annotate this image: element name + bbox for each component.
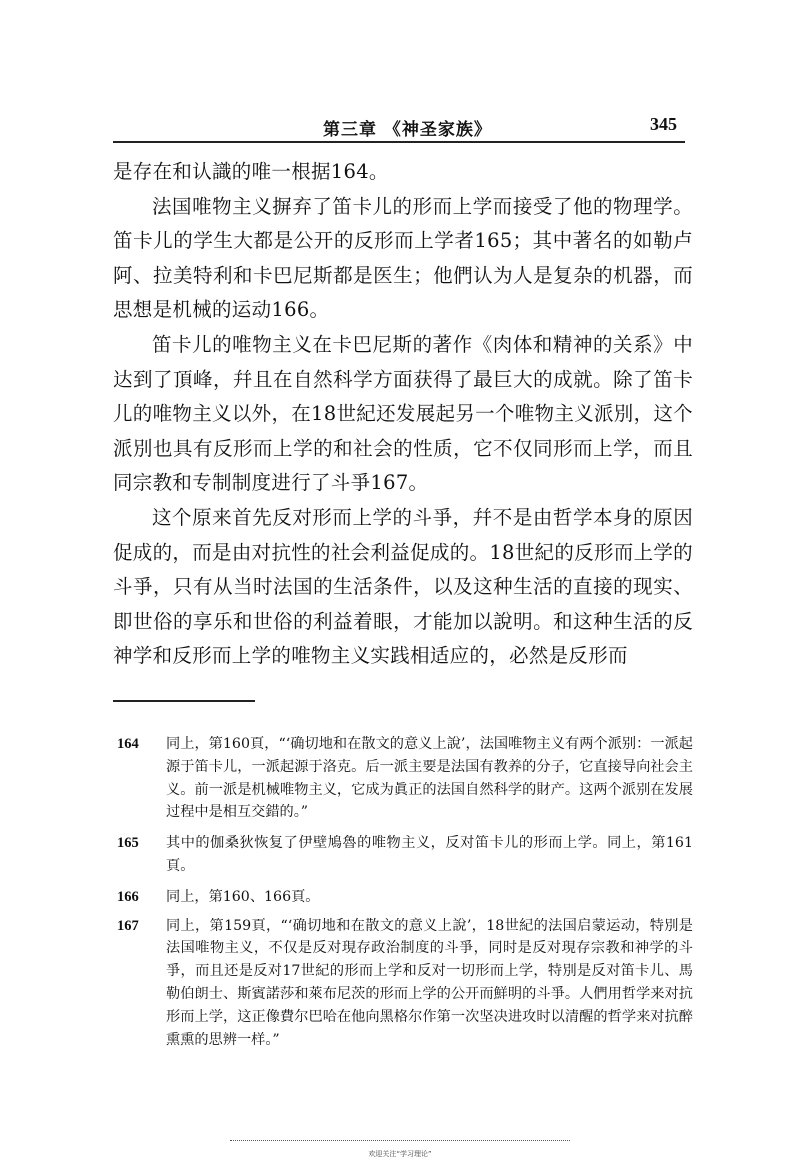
running-header bbox=[113, 111, 685, 141]
paragraph: 笛卡儿的唯物主义在卡巴尼斯的著作《肉体和精神的关系》中达到了頂峰，幷且在自然科学方面获得了最巨大的成就。除了笛卡儿的唯物主义以外，在18世紀还发展起另一个唯物主义派別，这个派別也具有反形而上学的和社会的性质，它不仅同形而上学，而且同宗教和专制制度进行了斗爭167。 bbox=[113, 332, 693, 495]
chapter-title: 第三章 《神圣家族》 bbox=[323, 120, 492, 140]
footnote bbox=[113, 886, 693, 909]
footnote-text: 其中的伽桑狄恢复了伊壁鳩魯的唯物主义，反对笛卡儿的形而上学。同上，第161頁。 bbox=[166, 835, 693, 874]
scan-edge-line bbox=[230, 1140, 570, 1141]
footnote-text: 同上，第160、166頁。 bbox=[166, 888, 320, 905]
header-rule bbox=[113, 141, 685, 143]
footnote-number: 167 bbox=[117, 917, 139, 934]
footnote-text: 同上，第160頁，“‘确切地和在散文的意义上說’，法国唯物主义有两个派别：一派起源于笛卡儿，一派起源于洛克。后一派主要是法国有教养的分子，它直接导向社会主义。前一派是机械唯物主义，它成为眞正的法国自然科学的財产。这两个派别在发展过程中是相互交錯的。” bbox=[166, 736, 693, 821]
footnote-number: 166 bbox=[117, 888, 139, 905]
paragraph-continued: 是存在和认識的唯一根据164。 bbox=[113, 160, 389, 183]
footnote-separator bbox=[113, 700, 255, 702]
footnote-number: 165 bbox=[117, 835, 139, 852]
footnote bbox=[113, 832, 693, 878]
watermark: 欢迎关注“学习理论” bbox=[368, 1150, 432, 1158]
footnotes bbox=[113, 733, 693, 1059]
footnote bbox=[113, 733, 693, 824]
main-text bbox=[113, 155, 693, 674]
page-number: 345 bbox=[650, 114, 677, 134]
paragraph: 这个原来首先反对形而上学的斗爭，幷不是由哲学本身的原因促成的，而是由对抗性的社会利益促成的。18世紀的反形而上学的斗爭，只有从当时法国的生活条件，以及这种生活的直接的现实、即世俗的享乐和世俗的利益着眼，才能加以說明。和这种生活的反神学和反形而上学的唯物主义实践相适应的，必然是反形而 bbox=[113, 505, 693, 668]
paragraph: 法国唯物主义摒弃了笛卡儿的形而上学而接受了他的物理学。笛卡儿的学生大都是公开的反形而上学者165；其中著名的如勒卢阿、拉美特利和卡巴尼斯都是医生；他們认为人是复杂的机器，而思想是机械的运动166。 bbox=[113, 194, 693, 322]
footnote-number: 164 bbox=[117, 736, 139, 752]
footnote-text: 同上，第159頁，“‘确切地和在散文的意义上說’，18世紀的法国启蒙运动，特別是法国唯物主义，不仅是反对現存政治制度的斗爭，同时是反对現存宗教和神学的斗爭，而且还是反对17世紀的形而上学和反对一切形而上学，特別是反对笛卡儿、馬勒伯朗士、斯賓諾莎和萊布尼茨的形而上学的公开而鮮明的斗爭。人們用哲学来对抗形而上学，这正像費尔巴哈在他向黑格尔作第一次坚决进攻时以清醒的哲学来对抗醉熏熏的思辨一样。” bbox=[166, 917, 693, 1048]
footnote bbox=[113, 915, 693, 1052]
